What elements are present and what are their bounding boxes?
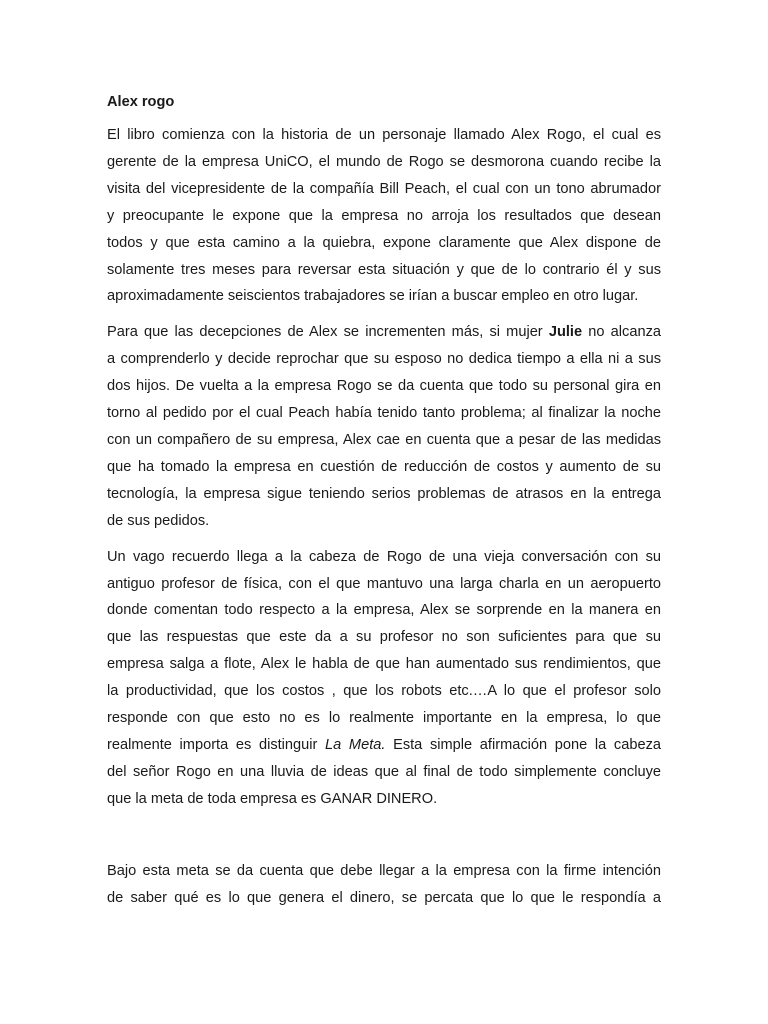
text-line: Un vago recuerdo llega a la cabeza de Rogo de una vieja conversación con su xyxy=(107,548,661,565)
text-line: solamente tres meses para reversar esta situación y que de lo contrario él y sus xyxy=(107,261,661,278)
text-line: gerente de la empresa UniCO, el mundo de Rogo se desmorona cuando recibe la xyxy=(107,153,661,170)
text-line: empresa salga a flote, Alex le habla de que han aumentado sus rendimientos, que xyxy=(107,656,661,673)
text-run: no alcanza xyxy=(582,324,661,341)
text-line: aproximadamente seiscientos trabajadores se irían a buscar empleo en otro lugar. xyxy=(107,288,639,305)
text-line: responde con que esto no es lo realmente importante en la empresa, lo que xyxy=(107,710,661,727)
text-line: del señor Rogo en una lluvia de ideas que al final de todo simplemente concluye xyxy=(107,763,661,780)
text-line: donde comentan todo respecto a la empresa, Alex se sorprende en la manera en xyxy=(107,602,661,619)
text-line: que las respuestas que este da a su profesor no son suficientes para que su xyxy=(107,629,661,646)
text-line: que ha tomado la empresa en cuestión de reducción de costos y aumento de su xyxy=(107,458,661,475)
text-line xyxy=(107,732,661,759)
text-line: la productividad, que los costos , que los robots etc.…A lo que el profesor solo xyxy=(107,683,661,700)
text-line: tecnología, la empresa sigue teniendo serios problemas de atrasos en la entrega xyxy=(107,485,661,502)
paragraph-2 xyxy=(107,319,661,534)
paragraph-4 xyxy=(107,858,661,912)
text-line: Bajo esta meta se da cuenta que debe llegar a la empresa con la firme intención xyxy=(107,862,661,879)
paragraph-1 xyxy=(107,122,661,310)
text-line: El libro comienza con la historia de un personaje llamado Alex Rogo, el cual es xyxy=(107,127,661,143)
section-heading: Alex rogo xyxy=(107,94,175,110)
italic-title-la-meta: La Meta. xyxy=(325,736,386,753)
document-page xyxy=(107,92,661,920)
text-line: y preocupante le expone que la empresa no arroja los resultados que desean xyxy=(107,207,661,224)
text-run: Para que las decepciones de Alex se incrementen más, si mujer xyxy=(107,324,549,341)
text-line: torno al pedido por el cual Peach había tenido tanto problema; al finalizar la noche xyxy=(107,405,661,422)
text-line: visita del vicepresidente de la compañía Bill Peach, el cual con un tono abrumador xyxy=(107,180,661,197)
text-run: Esta simple afirmación pone la cabeza xyxy=(385,736,661,753)
text-line: con un compañero de su empresa, Alex cae en cuenta que a pesar de las medidas xyxy=(107,431,661,448)
text-line xyxy=(107,319,661,346)
text-line: dos hijos. De vuelta a la empresa Rogo se da cuenta que todo su personal gira en xyxy=(107,378,661,395)
text-line: que la meta de toda empresa es GANAR DINERO. xyxy=(107,790,438,807)
text-line: de sus pedidos. xyxy=(107,512,210,529)
paragraph-3 xyxy=(107,544,661,813)
text-line: antiguo profesor de física, con el que mantuvo una larga charla en un aeropuerto xyxy=(107,575,661,592)
text-line: a comprenderlo y decide reprochar que su esposo no dedica tiempo a ella ni a sus xyxy=(107,351,661,368)
text-run: realmente importa es distinguir xyxy=(107,736,326,753)
bold-name-julie: Julie xyxy=(548,324,583,341)
text-line: todos y que esta camino a la quiebra, expone claramente que Alex dispone de xyxy=(107,234,661,251)
text-line: de saber qué es lo que genera el dinero, se percata que lo que le respondía a xyxy=(107,889,661,906)
